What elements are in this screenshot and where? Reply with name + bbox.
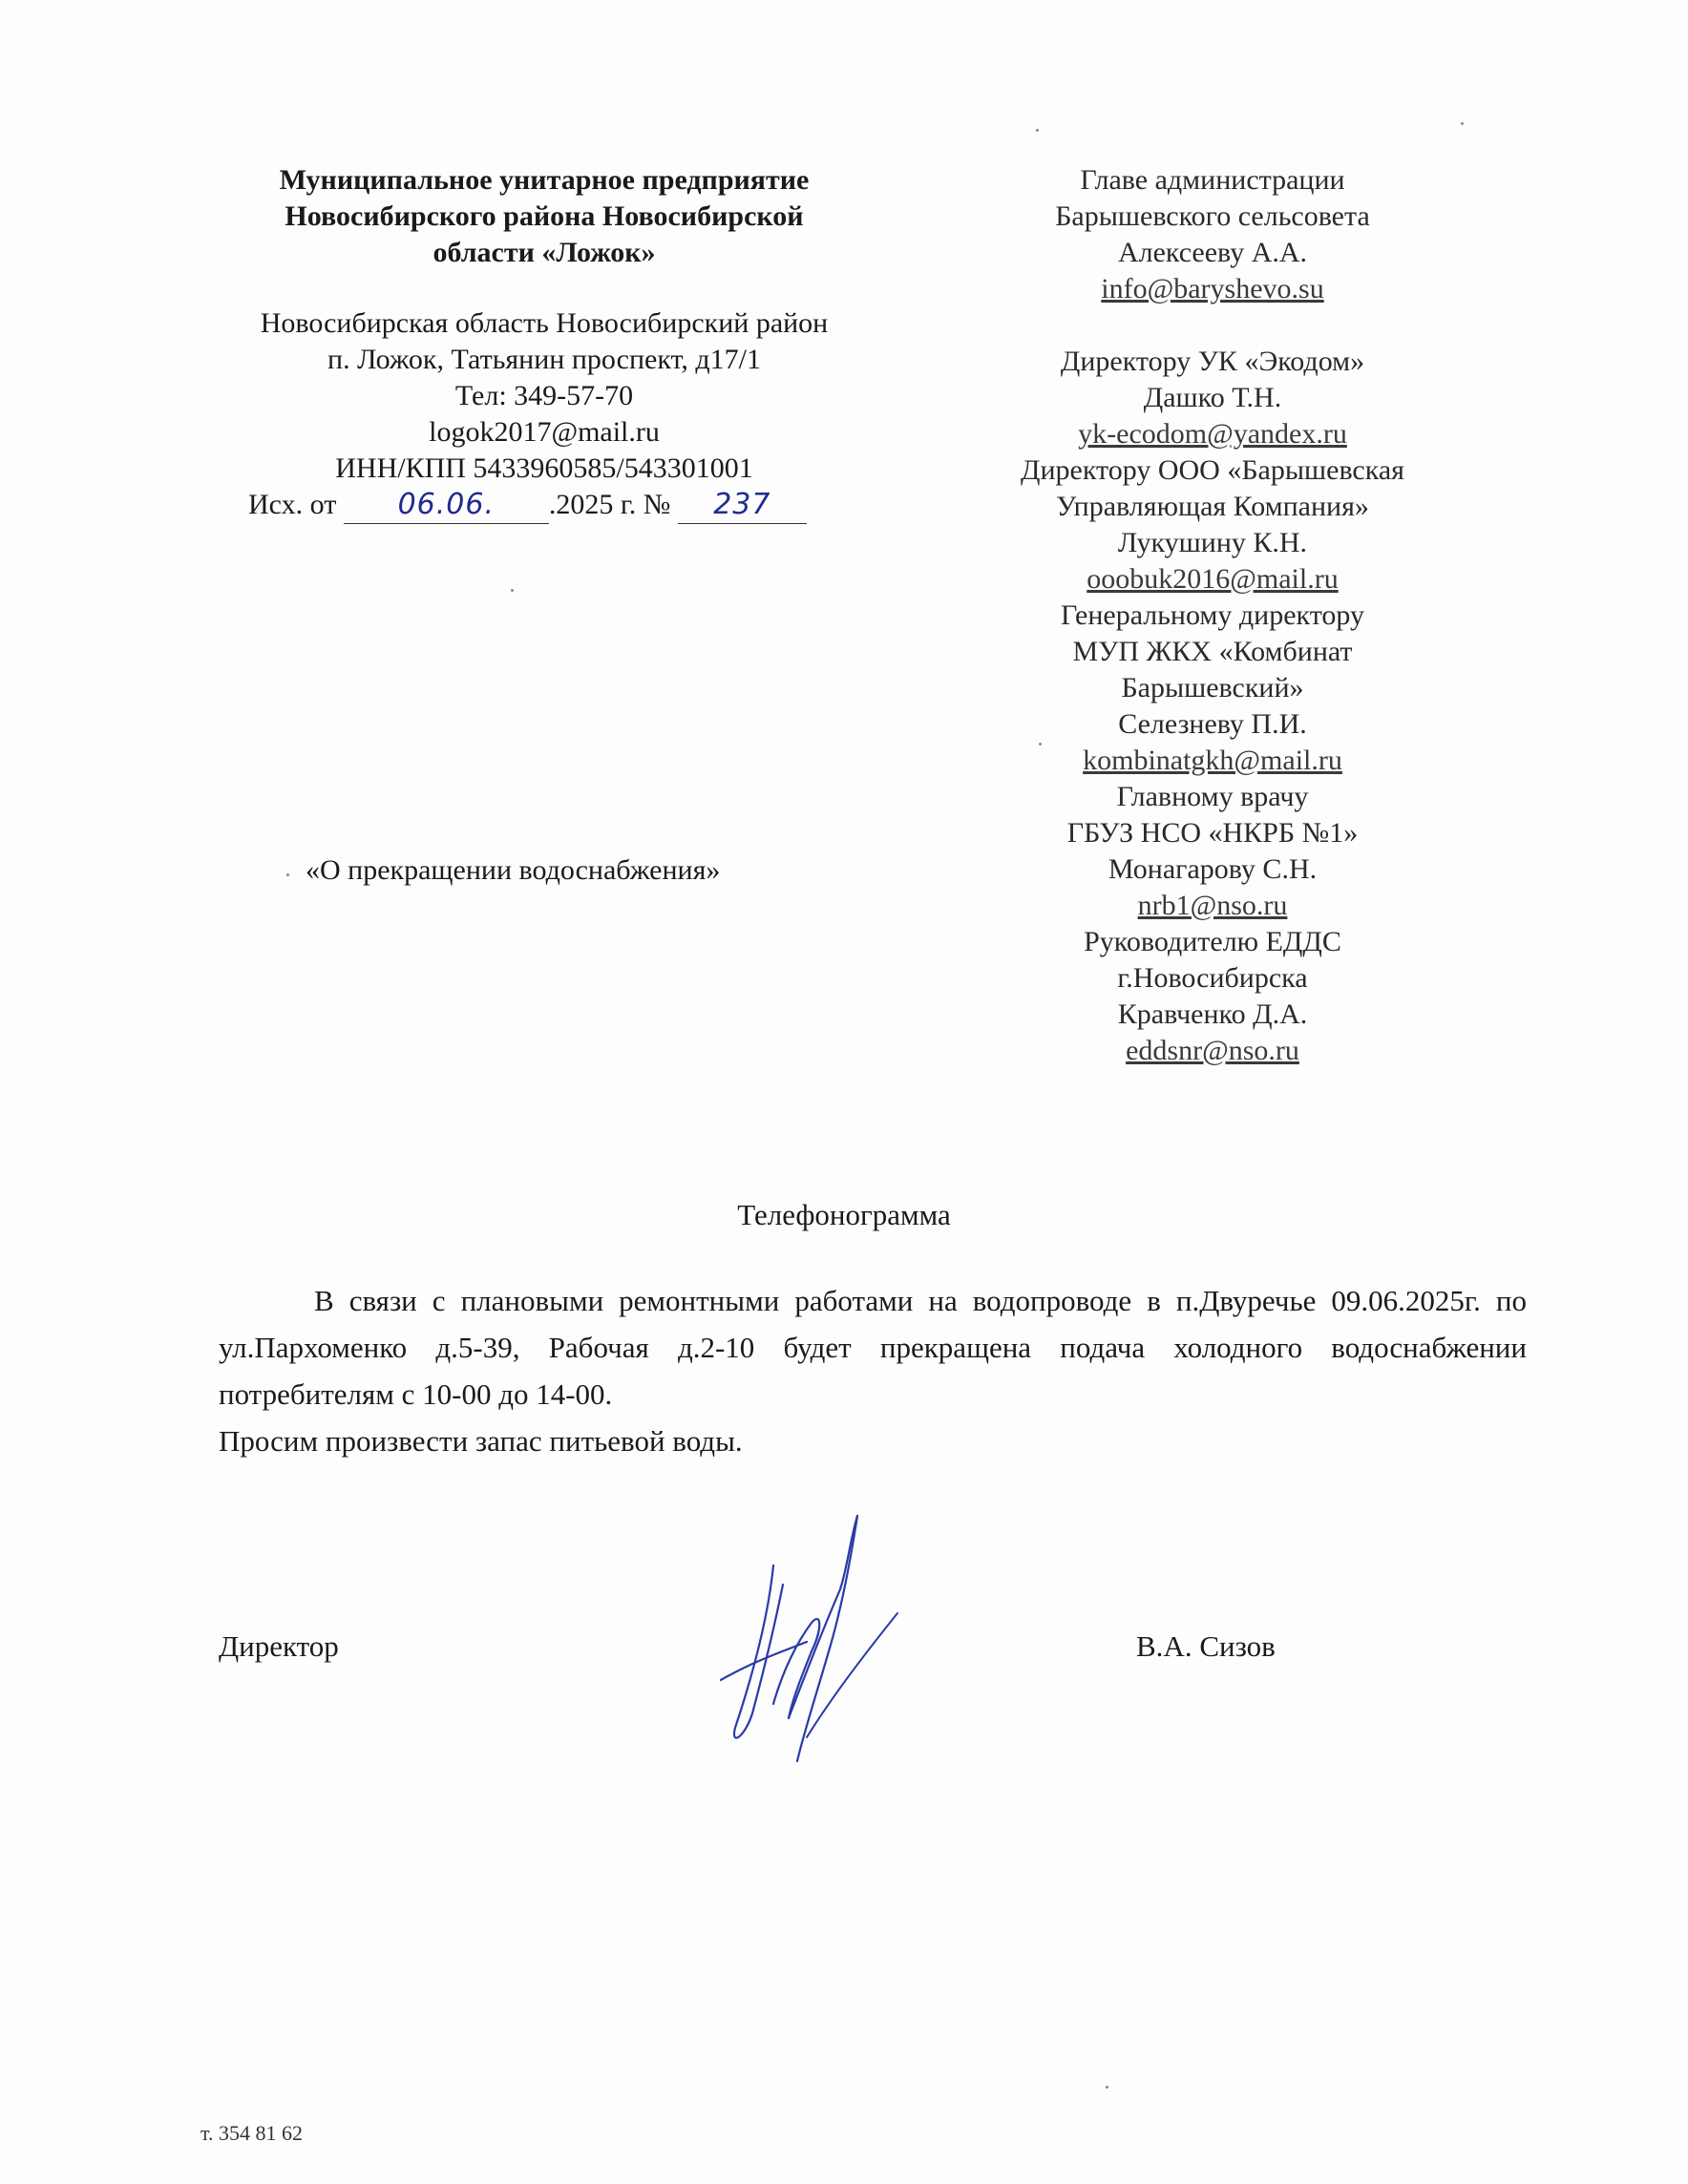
body-paragraph: В связи с плановыми ремонтными работами на водопроводе в п.Двуречье 09.06.2025г. по ул.Пархоменко д.5-39, Рабочая д.2-10 будет прекращена подача холодного водоснабжении потребителям с 10-00 до 14-00. [219, 1284, 1527, 1411]
document-title: Телефонограмма [737, 1198, 951, 1231]
scan-speck [1039, 743, 1042, 746]
recipients-block [974, 162, 1451, 1069]
recipient-line: Генеральному директору [1060, 599, 1365, 631]
recipient-line: Барышевский» [1121, 672, 1304, 704]
organization-name [210, 162, 878, 271]
outgoing-year: .2025 г. № [548, 489, 671, 520]
sender-block [210, 162, 878, 524]
recipient-email: kombinatgkh@mail.ru [1083, 745, 1342, 776]
recipient-line: Главному врачу [1116, 781, 1309, 812]
recipient-1 [974, 162, 1451, 307]
recipient-line: Директору ООО «Барышевская [1021, 454, 1404, 486]
scan-speck [1036, 129, 1039, 132]
signer-name: В.А. Сизов [1136, 1629, 1276, 1663]
recipient-line: Лукушину К.Н. [1117, 527, 1308, 558]
outgoing-reference [210, 487, 878, 524]
scan-speck [1461, 122, 1464, 125]
inn-kpp: ИНН/КПП 5433960585/543301001 [335, 452, 753, 484]
recipient-6 [974, 924, 1451, 1069]
sender-email: logok2017@mail.ru [429, 416, 660, 448]
recipient-line: Дашко Т.Н. [1143, 382, 1282, 413]
recipient-line: Алексееву А.А. [1117, 237, 1308, 268]
recipient-email: ooobuk2016@mail.ru [1087, 563, 1339, 595]
document-body [219, 1277, 1527, 1464]
recipient-2 [974, 344, 1451, 452]
recipient-5 [974, 779, 1451, 924]
recipient-line: г.Новосибирска [1117, 962, 1308, 994]
sender-details [210, 305, 878, 524]
recipient-line: Селезневу П.И. [1118, 708, 1307, 740]
org-name-line: Муниципальное унитарное предприятие [279, 164, 810, 196]
recipient-line: Директору УК «Экодом» [1060, 346, 1365, 377]
address-line: Новосибирская область Новосибирский район [260, 307, 829, 339]
scan-speck [1106, 2086, 1108, 2089]
outgoing-number-handwritten: 237 [678, 487, 807, 524]
outgoing-date-handwritten: 06.06. [344, 487, 549, 524]
recipient-line: МУП ЖКХ «Комбинат [1072, 636, 1353, 667]
sender-phone: Тел: 349-57-70 [454, 380, 634, 411]
scan-speck [511, 589, 514, 592]
footer-phone: т. 354 81 62 [200, 2121, 303, 2145]
recipient-email: nrb1@nso.ru [1137, 890, 1288, 921]
outgoing-prefix: Исх. от [248, 489, 337, 520]
org-name-line: области «Ложок» [433, 237, 656, 268]
recipient-email: eddsnr@nso.ru [1126, 1035, 1299, 1066]
subject-line: «О прекращении водоснабжения» [306, 854, 721, 886]
recipient-email: info@baryshevo.su [1101, 273, 1324, 304]
scan-speck [286, 873, 289, 876]
recipient-line: Кравченко Д.А. [1117, 998, 1308, 1030]
recipient-3 [974, 452, 1451, 598]
handwritten-signature [716, 1508, 917, 1766]
recipient-line: Управляющая Компания» [1056, 491, 1369, 522]
signer-position: Директор [219, 1629, 339, 1663]
recipient-line: ГБУЗ НСО «НКРБ №1» [1066, 817, 1359, 849]
recipient-line: Руководителю ЕДДС [1084, 926, 1341, 957]
body-request: Просим произвести запас питьевой воды. [219, 1424, 743, 1458]
recipient-4 [974, 598, 1451, 779]
recipient-line: Барышевского сельсовета [1055, 200, 1370, 232]
address-line: п. Ложок, Татьянин проспект, д17/1 [327, 344, 761, 375]
recipient-line: Главе администрации [1080, 164, 1345, 196]
recipient-email: yk-ecodom@yandex.ru [1078, 418, 1347, 450]
org-name-line: Новосибирского района Новосибирской [285, 200, 804, 232]
recipient-line: Монагарову С.Н. [1108, 853, 1318, 885]
spacer [974, 307, 1451, 344]
